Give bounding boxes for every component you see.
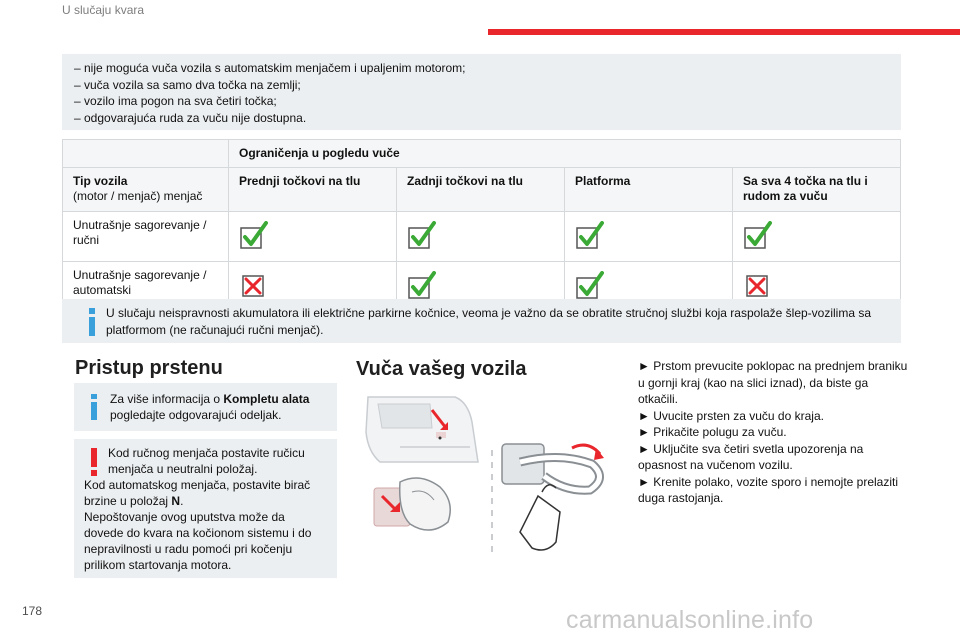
warning-exclamation-icon xyxy=(88,447,100,477)
info-icon xyxy=(88,393,100,421)
cross-icon xyxy=(743,271,773,301)
info-icon xyxy=(84,307,100,337)
cross-icon xyxy=(239,271,269,301)
row-label: Unutrašnje sagorevanje / ručni xyxy=(63,212,229,262)
check-icon xyxy=(575,221,605,251)
page-number: 178 xyxy=(22,604,43,618)
list-item: – nije moguća vuča vozila s automatskim menjačem i upaljenim motorom; xyxy=(74,61,466,75)
table-row xyxy=(63,212,901,262)
list-item: – vuča vozila sa samo dva točka na zemlji; xyxy=(74,77,301,92)
check-icon xyxy=(407,271,437,301)
check-icon xyxy=(407,221,437,251)
restrictions-list xyxy=(62,54,901,130)
check-icon xyxy=(575,271,605,301)
list-item: ► Uvucite prsten za vuču do kraja. xyxy=(638,408,824,423)
table-col-all-wheels: Sa sva 4 točka na tlu i rudom za vuču xyxy=(733,168,901,212)
towing-steps xyxy=(638,358,908,507)
towing-restrictions-table xyxy=(62,139,901,312)
heading-ring-access: Pristup prstenu xyxy=(75,357,223,379)
info-note-text: U slučaju neispravnosti akumulatora ili električne parkirne kočnice, veoma je važno da se obratite stručnoj službi koja raspolaže šlep-vozilima sa platformom (ne računajući ručni menjač). xyxy=(106,306,872,337)
header-accent-bar xyxy=(488,29,960,35)
table-col-rear-wheels: Zadnji točkovi na tlu xyxy=(397,168,565,212)
list-item: ► Krenite polako, vozite sporo i nemojte prelaziti duga rastojanja. xyxy=(638,474,899,505)
list-item: ► Uključite sva četiri svetla upozorenja na opasnost na vučenom vozilu. xyxy=(638,441,864,472)
gearbox-warning-box: Kod ručnog menjača postavite ručicu menjača u neutralni položaj. Kod automatskog menjača, postavite birač brzine u položaj N. Nepoštovanje ovog uputstva može da dovede do kvara na kočionom sistemu i do nepravilnosti u radu pomoći pri kočenju prilikom startovanja motora. xyxy=(74,439,337,578)
check-icon xyxy=(239,221,269,251)
list-item: – vozilo ima pogon na sva četiri točka; xyxy=(74,94,277,108)
watermark: carmanualsonline.info xyxy=(566,606,814,634)
table-col-vehicle-type: Tip vozila (motor / menjač) menjač xyxy=(63,168,229,212)
list-item: – odgovarajuća ruda za vuču nije dostupna. xyxy=(74,110,307,125)
section-title: U slučaju kvara xyxy=(62,3,145,17)
toolkit-info-box: Za više informacija o Kompletu alata pogledajte odgovarajući odeljak. xyxy=(74,383,337,431)
towing-ring-illustration xyxy=(360,392,610,557)
heading-towing-vehicle: Vuča vašeg vozila xyxy=(356,358,527,380)
check-icon xyxy=(743,221,773,251)
table-group-header: Ograničenja u pogledu vuče xyxy=(229,140,901,168)
info-note-box xyxy=(62,299,901,343)
table-col-platform: Platforma xyxy=(565,168,733,212)
row-label: Unutrašnje sagorevanje / automatski xyxy=(63,262,229,312)
list-item: ► Prikačite polugu za vuču. xyxy=(638,425,787,439)
list-item: ► Prstom prevucite poklopac na prednjem braniku u gornji kraj (kao na slici iznad), da biste ga otkačili. xyxy=(638,359,908,406)
table-col-front-wheels: Prednji točkovi na tlu xyxy=(229,168,397,212)
